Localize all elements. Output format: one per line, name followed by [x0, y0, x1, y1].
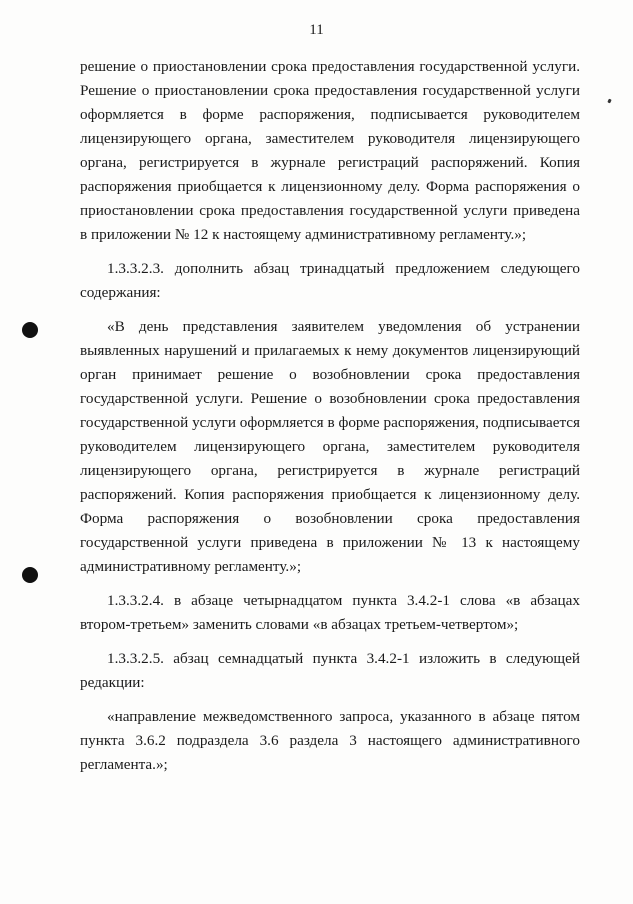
binder-hole-bottom [22, 567, 38, 583]
paragraph-1-3-3-2-3: 1.3.3.2.3. дополнить абзац тринадцатый предложением следующего содержания: [80, 260, 580, 301]
paragraph-interagency-request: «направление межведомственного запроса, указанного в абзаце пятом пункта 3.6.2 подраздела 3.6 раздела 3 настоящего административного регламента.»; [80, 708, 580, 773]
page-number: 11 [309, 22, 324, 38]
document-body [80, 55, 580, 787]
scan-speck [607, 99, 611, 104]
paragraph-resumption-decision: «В день представления заявителем уведомления об устранении выявленных нарушений и прилагаемых к нему документов лицензирующий орган принимает решение о возобновлении срока предоставления государственной услуги. Решение о возобновлении срока предоставления государственной услуги оформляется в форме распоряжения, подписывается руководителем лицензирующего органа, заместителем руководителя лицензирующего органа, регистрируется в журнале регистраций распоряжений. Копия распоряжения приобщается к лицензионному делу. Форма распоряжения о возобновлении срока предоставления государственной услуги приведена в приложении № 13 к настоящему административному регламенту.»; [80, 318, 580, 575]
paragraph-1-3-3-2-5: 1.3.3.2.5. абзац семнадцатый пункта 3.4.2-1 изложить в следующей редакции: [80, 650, 580, 691]
paragraph-1-3-3-2-4: 1.3.3.2.4. в абзаце четырнадцатом пункта 3.4.2-1 слова «в абзацах втором-третьем» заменить словами «в абзацах третьем-четвертом»; [80, 592, 580, 633]
paragraph-suspension-decision: решение о приостановлении срока предоставления государственной услуги. Решение о приостановлении срока предоставления государственной услуги оформляется в форме распоряжения, подписывается руководителем лицензирующего органа, заместителем руководителя лицензирующего органа, регистрируется в журнале регистраций распоряжений. Копия распоряжения приобщается к лицензионному делу. Форма распоряжения о приостановлении срока предоставления государственной услуги приведена в приложении № 12 к настоящему административному регламенту.»; [80, 58, 580, 243]
binder-hole-top [22, 322, 38, 338]
